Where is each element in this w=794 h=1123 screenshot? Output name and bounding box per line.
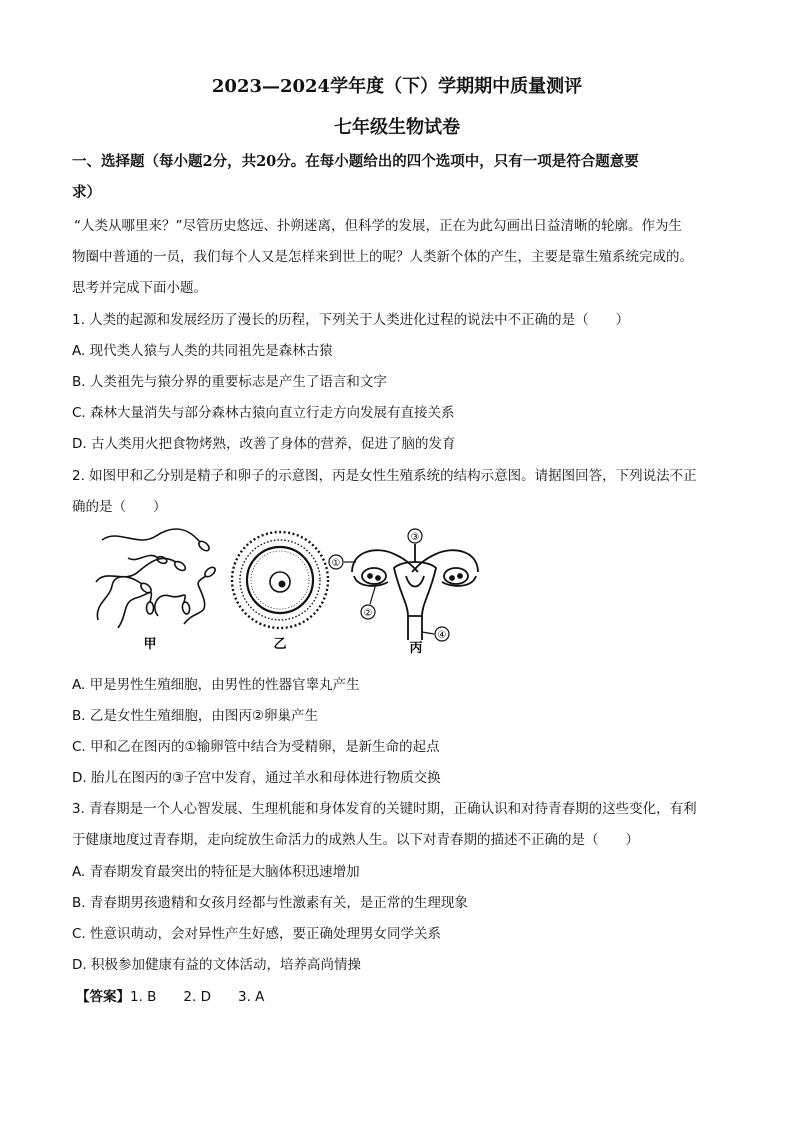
figure-label-jia: 甲 bbox=[143, 637, 157, 652]
figure-label-yi: 乙 bbox=[273, 637, 287, 652]
figure-label-bing: 丙 bbox=[409, 641, 423, 656]
marker-2: ② bbox=[363, 608, 373, 619]
intro-line-1: “人类从哪里来？”尽管历史悠远、扑朔迷离，但科学的发展，正在为此勾画出日益清晰的轮廓。作为生 bbox=[74, 218, 682, 234]
question-3-option-b: B. 青春期男孩遗精和女孩月经都与性激素有关，是正常的生理现象 bbox=[72, 895, 468, 911]
intro-line-3: 思考并完成下面小题。 bbox=[72, 280, 207, 296]
egg-cell-illustration bbox=[232, 532, 328, 628]
exam-subtitle: 七年级生物试卷 bbox=[334, 117, 460, 138]
question-3-option-c: C. 性意识萌动，会对异性产生好感，要正确处理男女同学关系 bbox=[72, 926, 442, 942]
section-heading: 一、选择题（每小题2分，共20分。在每小题给出的四个选项中，只有一项是符合题意要 bbox=[72, 153, 639, 170]
question-2-stem-cont: 确的是（ ） bbox=[72, 499, 167, 515]
question-2-option-d: D. 胎儿在图丙的③子宫中发育，通过羊水和母体进行物质交换 bbox=[72, 770, 441, 786]
sperm-illustration bbox=[96, 529, 217, 628]
answer-tag: 【答案】 bbox=[76, 989, 130, 1005]
female-reproductive-system-illustration bbox=[352, 544, 478, 640]
answer-line bbox=[76, 985, 726, 1005]
question-1-stem: 1. 人类的起源和发展经历了漫长的历程，下列关于人类进化过程的说法中不正确的是（ ） bbox=[72, 312, 630, 328]
reproduction-diagram bbox=[88, 524, 508, 656]
question-3-stem-cont: 于健康地度过青春期，走向绽放生命活力的成熟人生。以下对青春期的描述不正确的是（ ） bbox=[72, 832, 639, 848]
question-3-stem: 3. 青春期是一个人心智发展、生理机能和身体发育的关键时期，正确认识和对待青春期的这些变化，有利 bbox=[72, 801, 697, 817]
question-3-option-a: A. 青春期发育最突出的特征是大脑体积迅速增加 bbox=[72, 864, 360, 880]
exam-title: 2023—2024学年度（下）学期期中质量测评 bbox=[211, 76, 583, 97]
marker-4: ④ bbox=[437, 630, 447, 641]
answer-items: 1. B 2. D 3. A bbox=[130, 989, 265, 1005]
question-2-option-c: C. 甲和乙在图丙的①输卵管中结合为受精卵，是新生命的起点 bbox=[72, 739, 440, 755]
section-heading-cont: 求） bbox=[72, 184, 101, 201]
marker-1: ① bbox=[331, 558, 341, 569]
question-1-option-c: C. 森林大量消失与部分森林古猿向直立行走方向发展有直接关系 bbox=[72, 405, 455, 421]
question-2-option-b: B. 乙是女性生殖细胞，由图丙②卵巢产生 bbox=[72, 708, 318, 724]
question-2-option-a: A. 甲是男性生殖细胞，由男性的性器官睾丸产生 bbox=[72, 677, 360, 693]
question-1-option-d: D. 古人类用火把食物烤熟，改善了身体的营养，促进了脑的发育 bbox=[72, 436, 456, 452]
question-1-option-a: A. 现代类人猿与人类的共同祖先是森林古猿 bbox=[72, 343, 333, 359]
question-1-option-b: B. 人类祖先与猿分界的重要标志是产生了语言和文字 bbox=[72, 374, 387, 390]
question-2-stem: 2. 如图甲和乙分别是精子和卵子的示意图，丙是女性生殖系统的结构示意图。请据图回答，下列说法不正 bbox=[72, 468, 697, 484]
question-3-option-d: D. 积极参加健康有益的文体活动，培养高尚情操 bbox=[72, 957, 361, 973]
intro-line-2: 物圈中普通的一员，我们每个人又是怎样来到世上的呢？人类新个体的产生，主要是靠生殖系统完成的。 bbox=[72, 249, 693, 265]
marker-3: ③ bbox=[410, 532, 420, 543]
